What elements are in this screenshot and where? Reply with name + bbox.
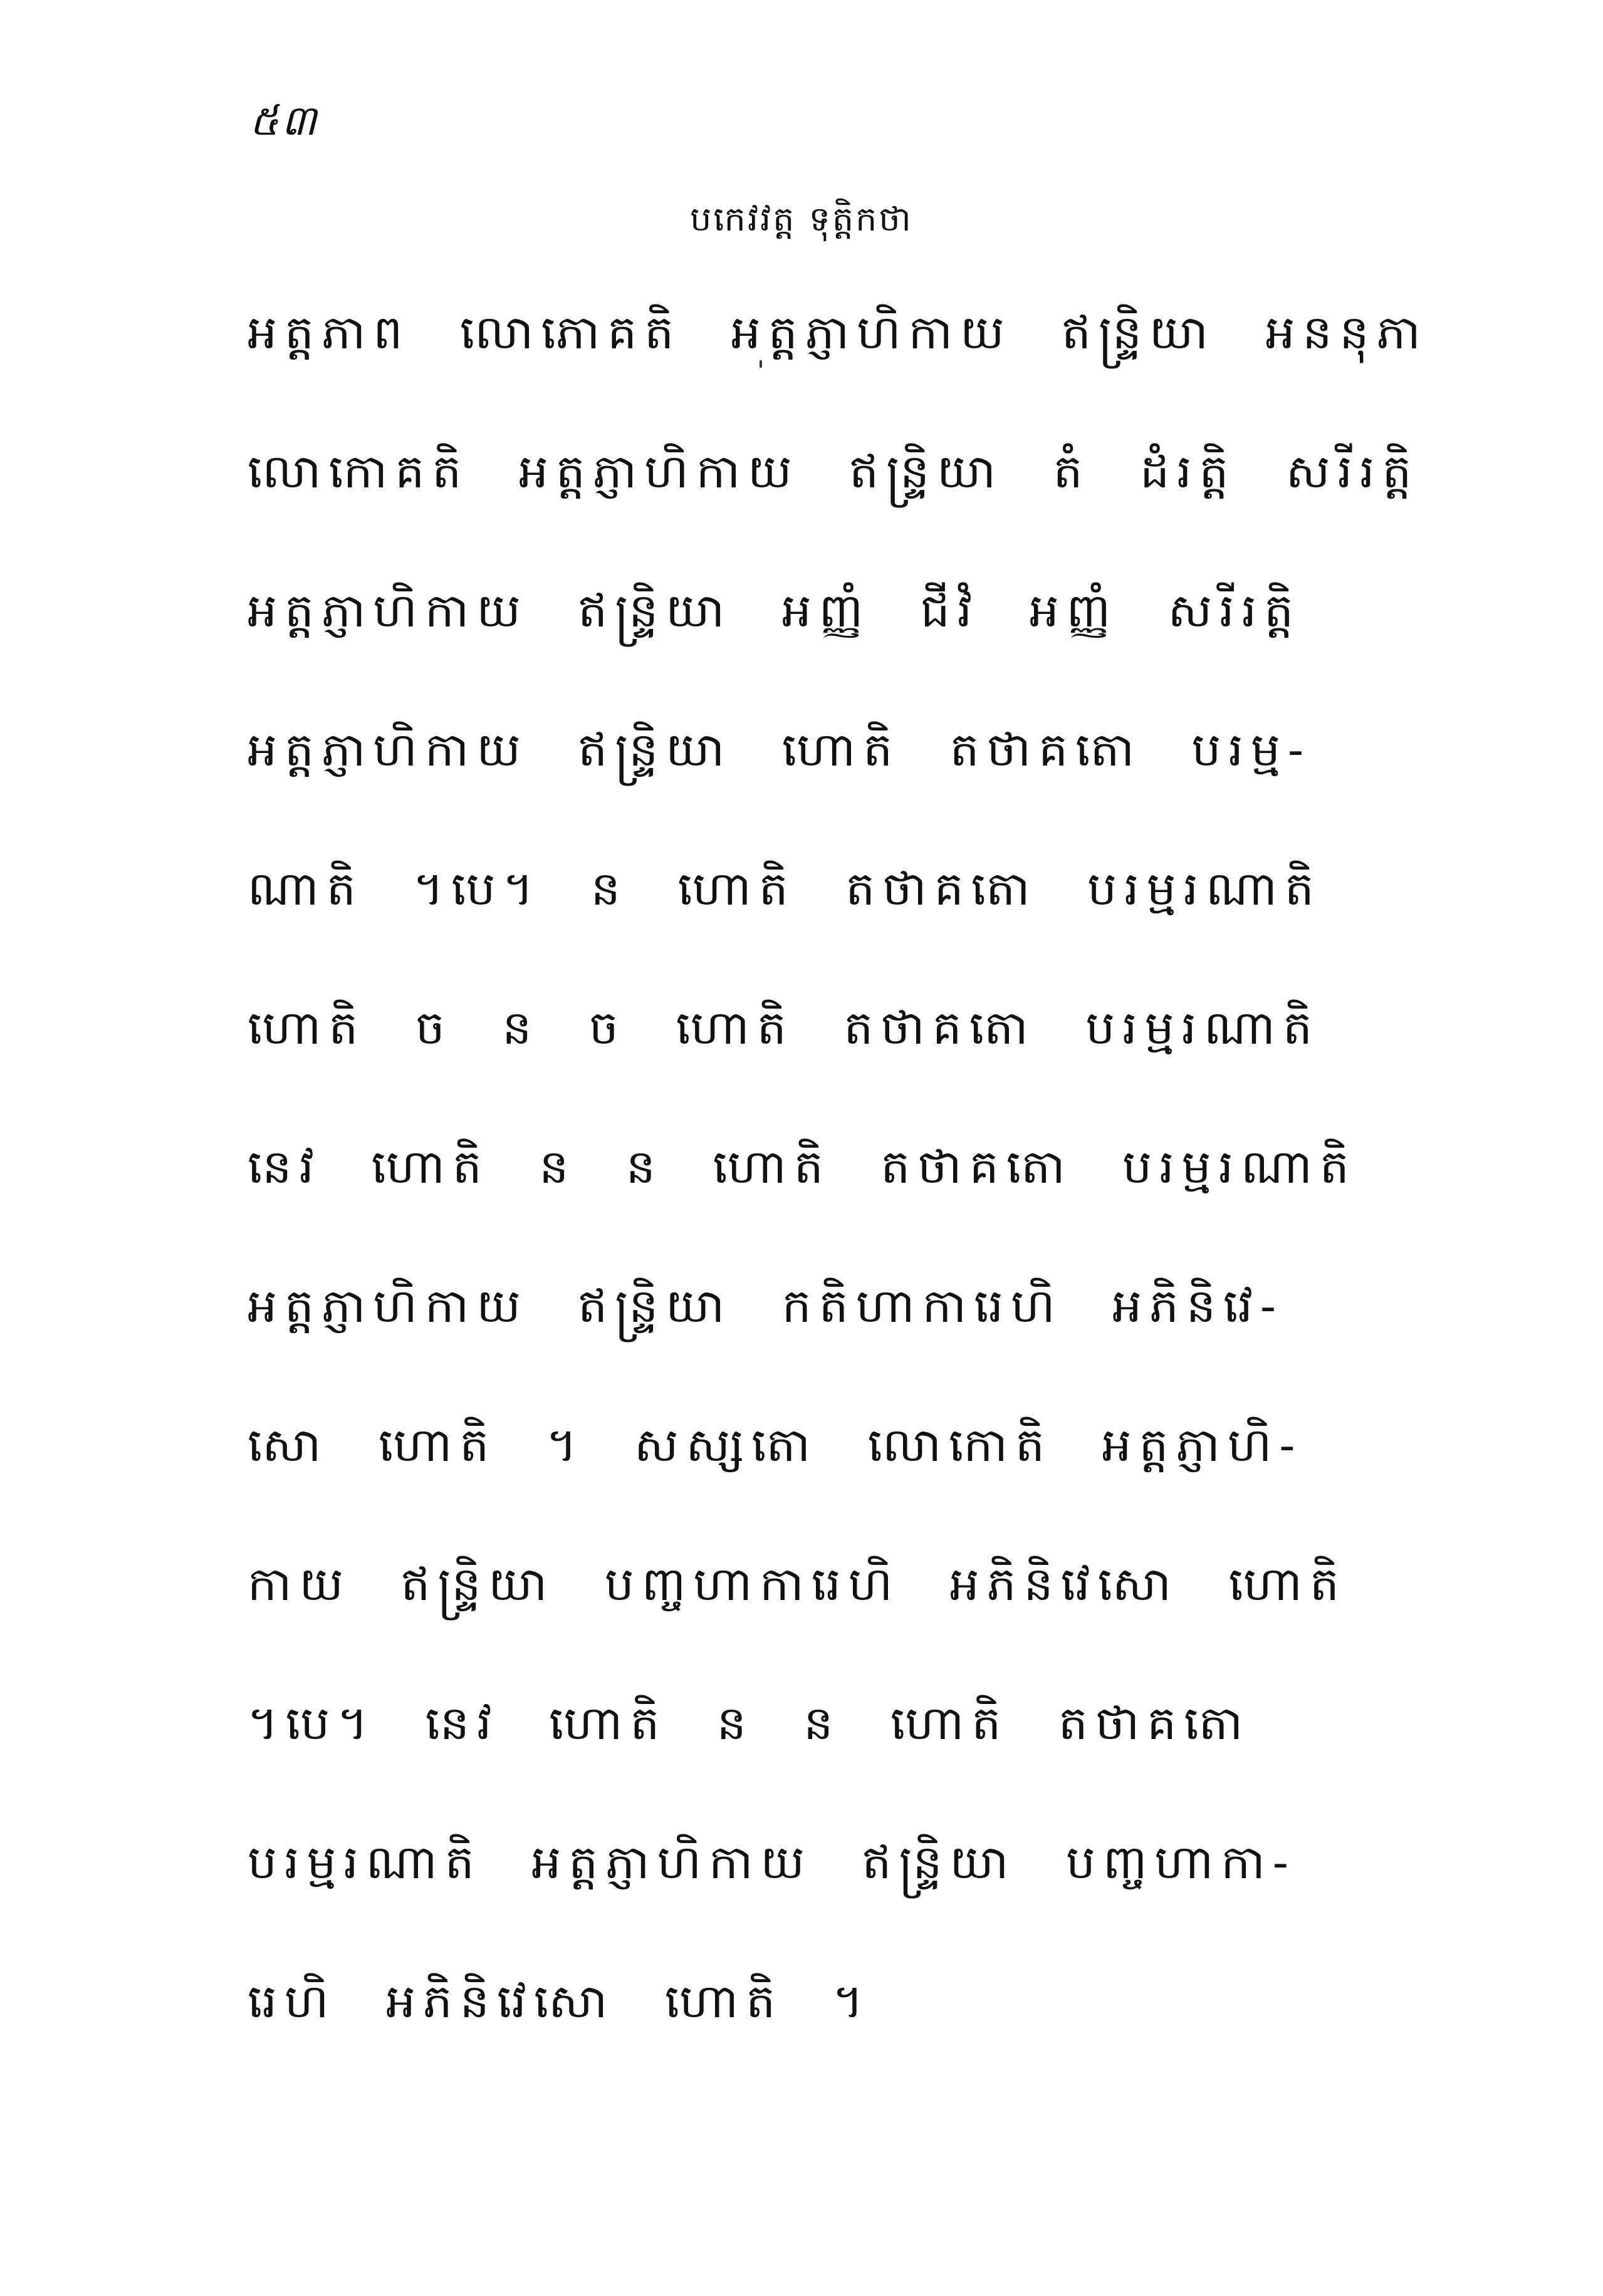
text-line: សោ ហោតិ ។ សស្សតោ លោកោតិ អត្តភ្ញាហិ-: [248, 1418, 1303, 1472]
text-line: អត្តភ្ញាហិកាយ ឥន្ទ្រិយា ហោតិ តថាគតោ បរម្ម-: [248, 723, 1311, 777]
text-line: លោកោគតិ អត្តភ្ញាហិកាយ ឥន្ទ្រិយា តំ ដំរត្តិ សរីរត្តិ: [248, 445, 1419, 499]
text-line: ។បេ។ នេវ ហោតិ ន ន ហោតិ តថាគតោ: [248, 1696, 1251, 1750]
text-line: ហោតិ ច ន ច ហោតិ តថាគតោ បរម្មរណាតិ: [248, 1001, 1320, 1055]
text-line: បរម្មរណាតិ អត្តភ្ញាហិកាយ ឥន្ទ្រិយា បញ្ចហាកា-: [248, 1836, 1296, 1889]
section-heading: បកេវវត្ត ទុត្តិកថា: [690, 199, 913, 239]
text-line: នេវ ហោតិ ន ន ហោតិ តថាគតោ បរម្មរណាតិ: [248, 1140, 1357, 1194]
body-text: [248, 263, 1428, 2071]
text-line: កាយ ឥន្ទ្រិយា បញ្ចហាការេហិ អភិនិវេសោ ហោតិ: [248, 1557, 1347, 1611]
text-line: អត្តភ្ញាហិកាយ ឥន្ទ្រិយា អញ្ញំ ជីវំ អញ្ញំ សរីរត្តិ: [248, 584, 1302, 638]
text-line-last: រេហិ អភិនិវេសោ ហោតិ ។: [248, 1975, 871, 2028]
page-number: ៥៣: [249, 96, 320, 145]
scan-speck: [760, 360, 762, 368]
text-line: អត្តភាព លោភោគតិ អត្តភ្ញាហិកាយ ឥន្ទ្រិយា អននុភា: [248, 306, 1428, 360]
text-line: អត្តភ្ញាហិកាយ ឥន្ទ្រិយា កតិហាការេហិ អភិនិវេ-: [248, 1279, 1283, 1333]
text-line: ណាតិ ។បេ។ ន ហោតិ តថាគតោ បរម្មរណាតិ: [248, 862, 1322, 916]
